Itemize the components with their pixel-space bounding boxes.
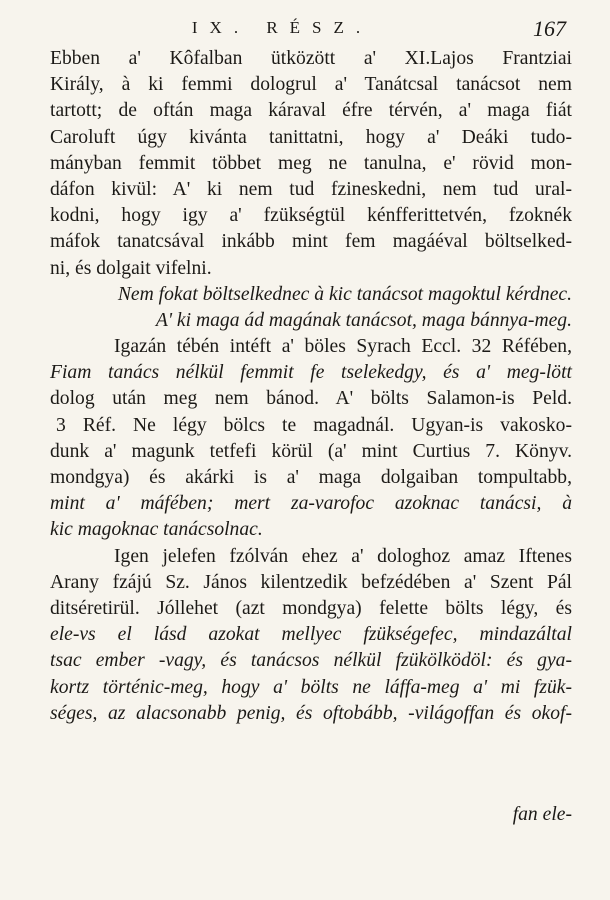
page-number: 167 bbox=[533, 16, 566, 41]
catchword: fan ele- bbox=[512, 804, 572, 825]
text-line: Igazán tébén intéft a' böles Syrach Eccl. 32 Réfében, bbox=[114, 336, 572, 358]
text-line: Arany fzájú Sz. János kilentzedik befzédében a' Szent Pál bbox=[50, 571, 572, 593]
text-line: séges, az alacsonabb penig, és oftobább, -világoffan és okof- bbox=[50, 702, 572, 724]
page-header bbox=[50, 18, 574, 48]
text-line: kic magoknac tanácsolnac. bbox=[50, 519, 263, 541]
text-line: kortz történic-meg, hogy a' bölts ne láffa-meg a' mi fzük- bbox=[50, 676, 572, 698]
text-line: 3 Réf. Ne légy bölcs te magadnál. Ugyan-is vakosko- bbox=[56, 414, 572, 436]
text-line: tsac ember -vagy, és tanácsos nélkül fzükölködöl: és gya- bbox=[50, 650, 572, 672]
running-title: IX. RÉSZ. bbox=[191, 18, 373, 37]
text-line: mint a' máfében; mert za-varofoc azoknac tanácsi, à bbox=[50, 493, 572, 515]
text-line: mányban femmit többet meg ne tanulna, e' rövid mon- bbox=[50, 152, 572, 174]
text-line: Király, à ki femmi dologrul a' Tanátcsal tanácsot nem bbox=[50, 74, 572, 96]
text-line: ni, és dolgait vifelni. bbox=[50, 257, 212, 279]
text-line: tartott; de oftán maga káraval éfre térvén, a' maga fiát bbox=[50, 100, 572, 122]
text-line: dolog után meg nem bánod. A' bölts Salamon-is Peld. bbox=[50, 388, 572, 410]
text-line: Nem fokat böltselkednec à kic tanácsot magoktul kérdnec. bbox=[117, 283, 572, 305]
text-line: ele-vs el lásd azokat mellyec fzükségefec, mindazáltal bbox=[50, 624, 572, 646]
text-line: Caroluft úgy kivánta tanittatni, hogy a' Deáki tudo- bbox=[50, 126, 572, 148]
text-line: mondgya) és akárki is a' maga dolgaiban tompultabb, bbox=[50, 467, 572, 488]
text-line: máfok tanatcsával inkább mint fem magáéval böltselked- bbox=[50, 231, 572, 253]
text-line: dáfon kivül: A' ki nem tud fzineskedni, nem tud ural- bbox=[50, 178, 572, 200]
text-line: kodni, hogy igy a' fzükségtül kénfferittetvén, fzoknék bbox=[50, 205, 572, 227]
body-text bbox=[50, 46, 572, 727]
text-line: Fiam tanács nélkül femmit fe tselekedgy, és a' meg-lött bbox=[50, 362, 572, 384]
text-line: dunk a' magunk tetfefi körül (a' mint Curtius 7. Könyv. bbox=[50, 440, 572, 462]
text-line: Ebben a' Kôfalban ütközött a' XI.Lajos Frantziai bbox=[50, 48, 572, 69]
text-line: ditséretirül. Jóllehet (azt mondgya) felette bölts légy, és bbox=[50, 597, 572, 619]
text-line: A' ki maga ád magának tanácsot, maga bánnya-meg. bbox=[155, 309, 572, 331]
text-line: Igen jelefen fzólván ehez a' dologhoz amaz Iftenes bbox=[114, 545, 572, 567]
